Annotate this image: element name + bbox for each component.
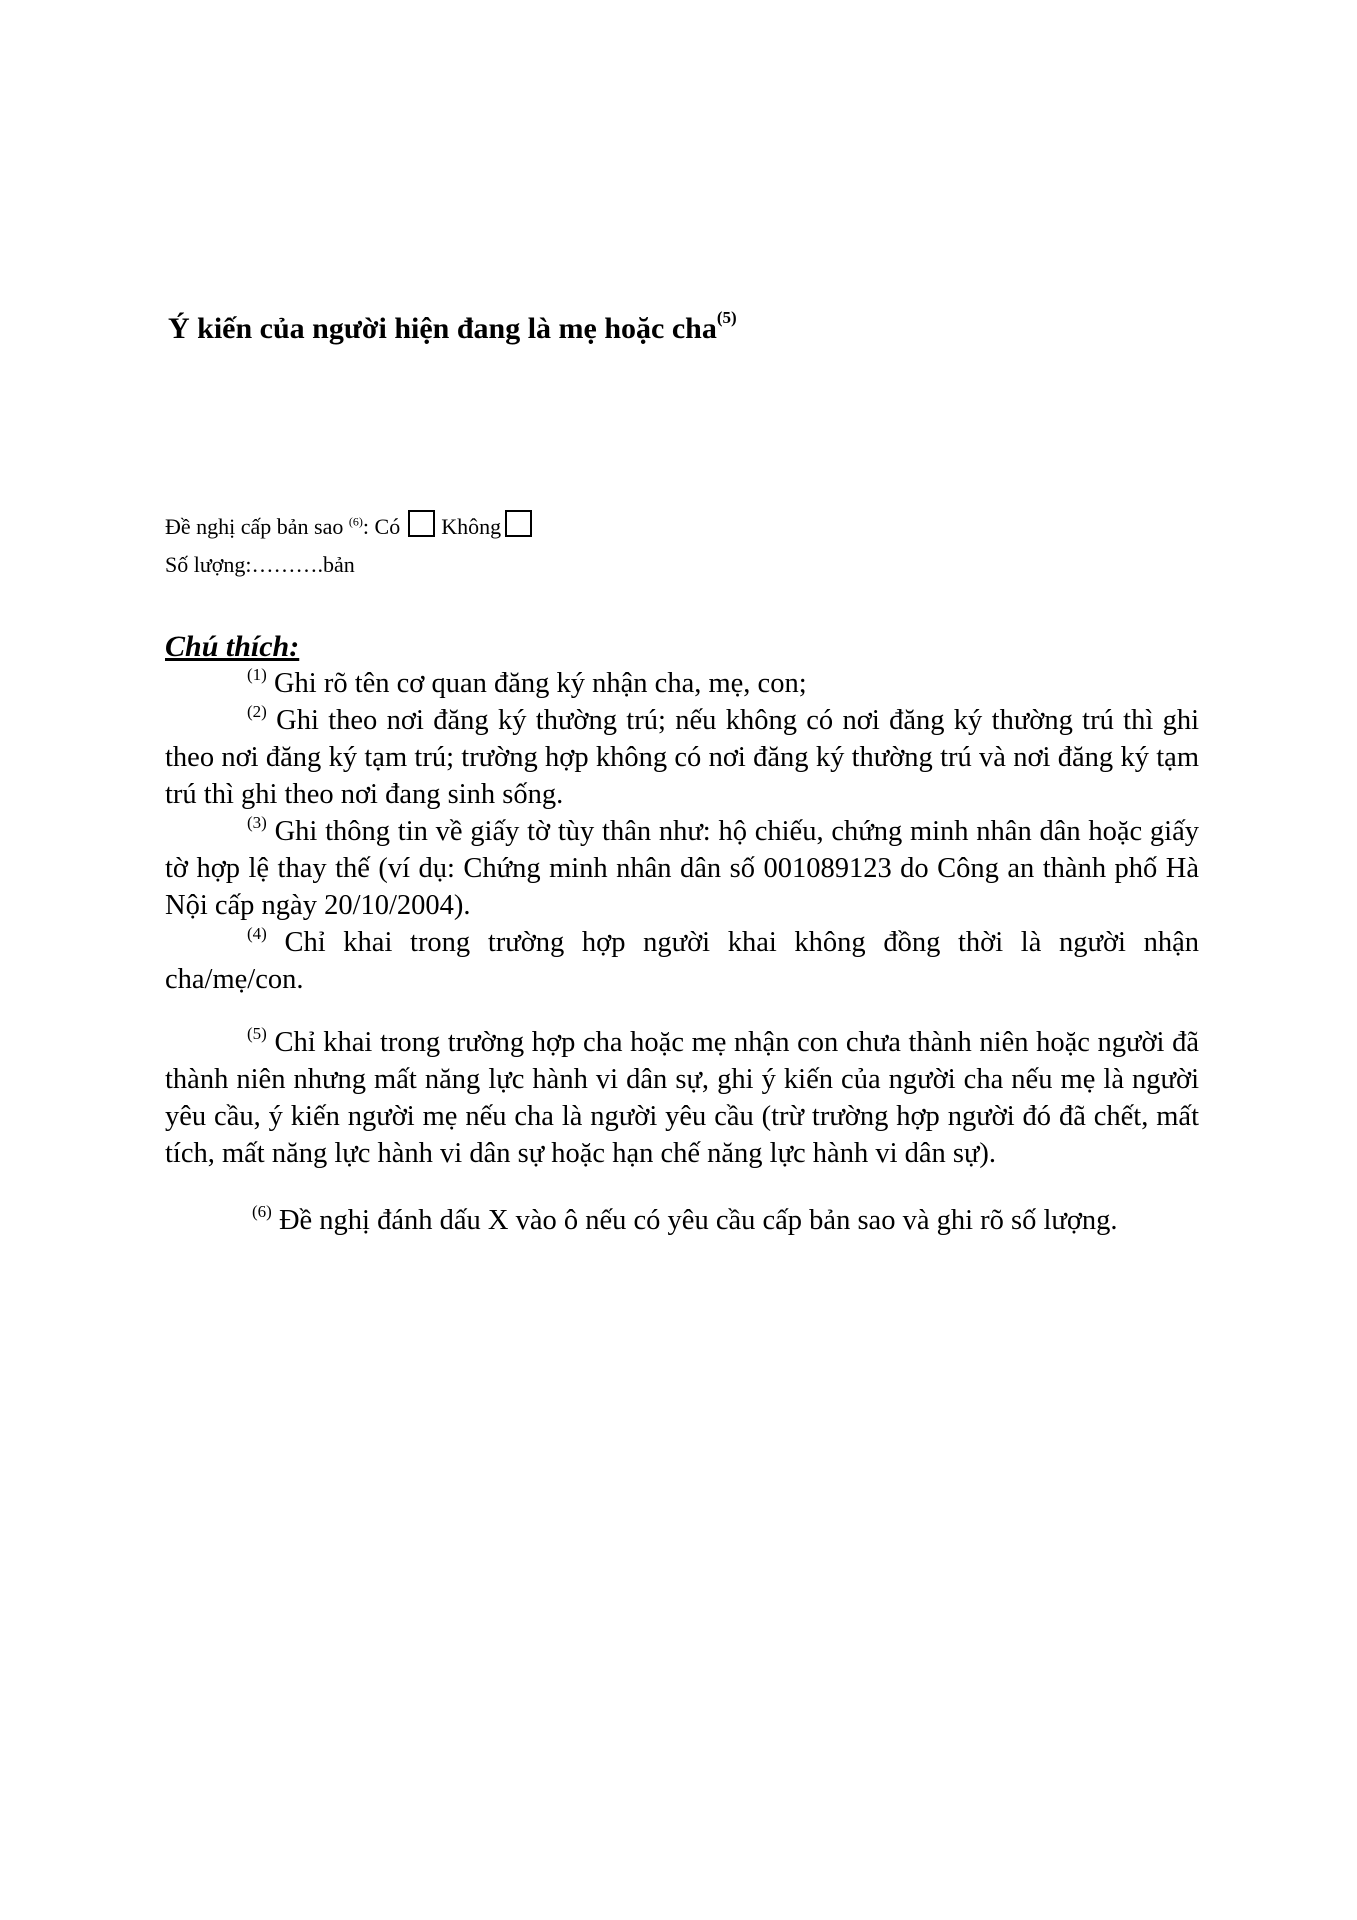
opinion-title-text: Ý kiến của người hiện đang là mẹ hoặc cha	[168, 312, 717, 345]
copy-quantity-line: Số lượng:……….bản	[165, 552, 355, 577]
note-item-3	[165, 813, 1199, 924]
copy-request-line	[165, 508, 538, 546]
note-2-ref: (2)	[247, 701, 267, 721]
note-3-text: Ghi thông tin về giấy tờ tùy thân như: hộ chiếu, chứng minh nhân dân hoặc giấy tờ hợp lệ thay thế (ví dụ: Chứng minh nhân dân số 001089123 do Công an thành phố Hà Nội cấp ngày 20/10/2004).	[165, 816, 1199, 921]
note-1-ref: (1)	[247, 664, 267, 684]
option-yes-checkbox[interactable]	[408, 510, 435, 537]
option-yes-label: Có	[374, 514, 401, 539]
option-no-label: Không	[441, 514, 502, 539]
note-3-ref: (3)	[247, 812, 267, 832]
notes-heading: Chú thích:	[165, 630, 300, 663]
notes-list	[165, 665, 1199, 1239]
note-5-text: Chỉ khai trong trường hợp cha hoặc mẹ nhận con chưa thành niên hoặc người đã thành niên nhưng mất năng lực hành vi dân sự, ghi ý kiến của người cha nếu mẹ là người yêu cầu, ý kiến người mẹ nếu cha là người yêu cầu (trừ trường hợp người đó đã chết, mất tích, mất năng lực hành vi dân sự hoặc hạn chế năng lực hành vi dân sự).	[165, 1027, 1199, 1169]
option-no-checkbox[interactable]	[505, 510, 532, 537]
note-4-ref: (4)	[247, 923, 267, 943]
note-1-text: Ghi rõ tên cơ quan đăng ký nhận cha, mẹ, con;	[266, 668, 807, 699]
opinion-title-footnote-ref: (5)	[716, 308, 737, 327]
note-item-4	[165, 924, 1199, 998]
note-5-ref: (5)	[247, 1023, 267, 1043]
note-4-text: Chỉ khai trong trường hợp người khai không đồng thời là người nhận cha/mẹ/con.	[165, 927, 1199, 995]
note-item-6	[165, 1202, 1199, 1239]
note-item-5	[165, 1024, 1199, 1172]
copy-request-section	[165, 508, 538, 584]
note-6-text: Đề nghị đánh dấu X vào ô nếu có yêu cầu cấp bản sao và ghi rõ số lượng.	[271, 1205, 1118, 1236]
note-6-ref: (6)	[252, 1201, 272, 1221]
note-2-text: Ghi theo nơi đăng ký thường trú; nếu không có nơi đăng ký thường trú thì ghi theo nơi đăng ký tạm trú; trường hợp không có nơi đăng ký thường trú và nơi đăng ký tạm trú thì ghi theo nơi đang sinh sống.	[165, 705, 1199, 810]
copy-request-label: Đề nghị cấp bản sao	[165, 514, 344, 539]
copy-request-colon: :	[362, 514, 370, 539]
opinion-title	[168, 308, 737, 346]
copy-request-footnote-ref: (6)	[348, 514, 363, 529]
note-item-1	[165, 665, 1199, 702]
note-item-2	[165, 702, 1199, 813]
